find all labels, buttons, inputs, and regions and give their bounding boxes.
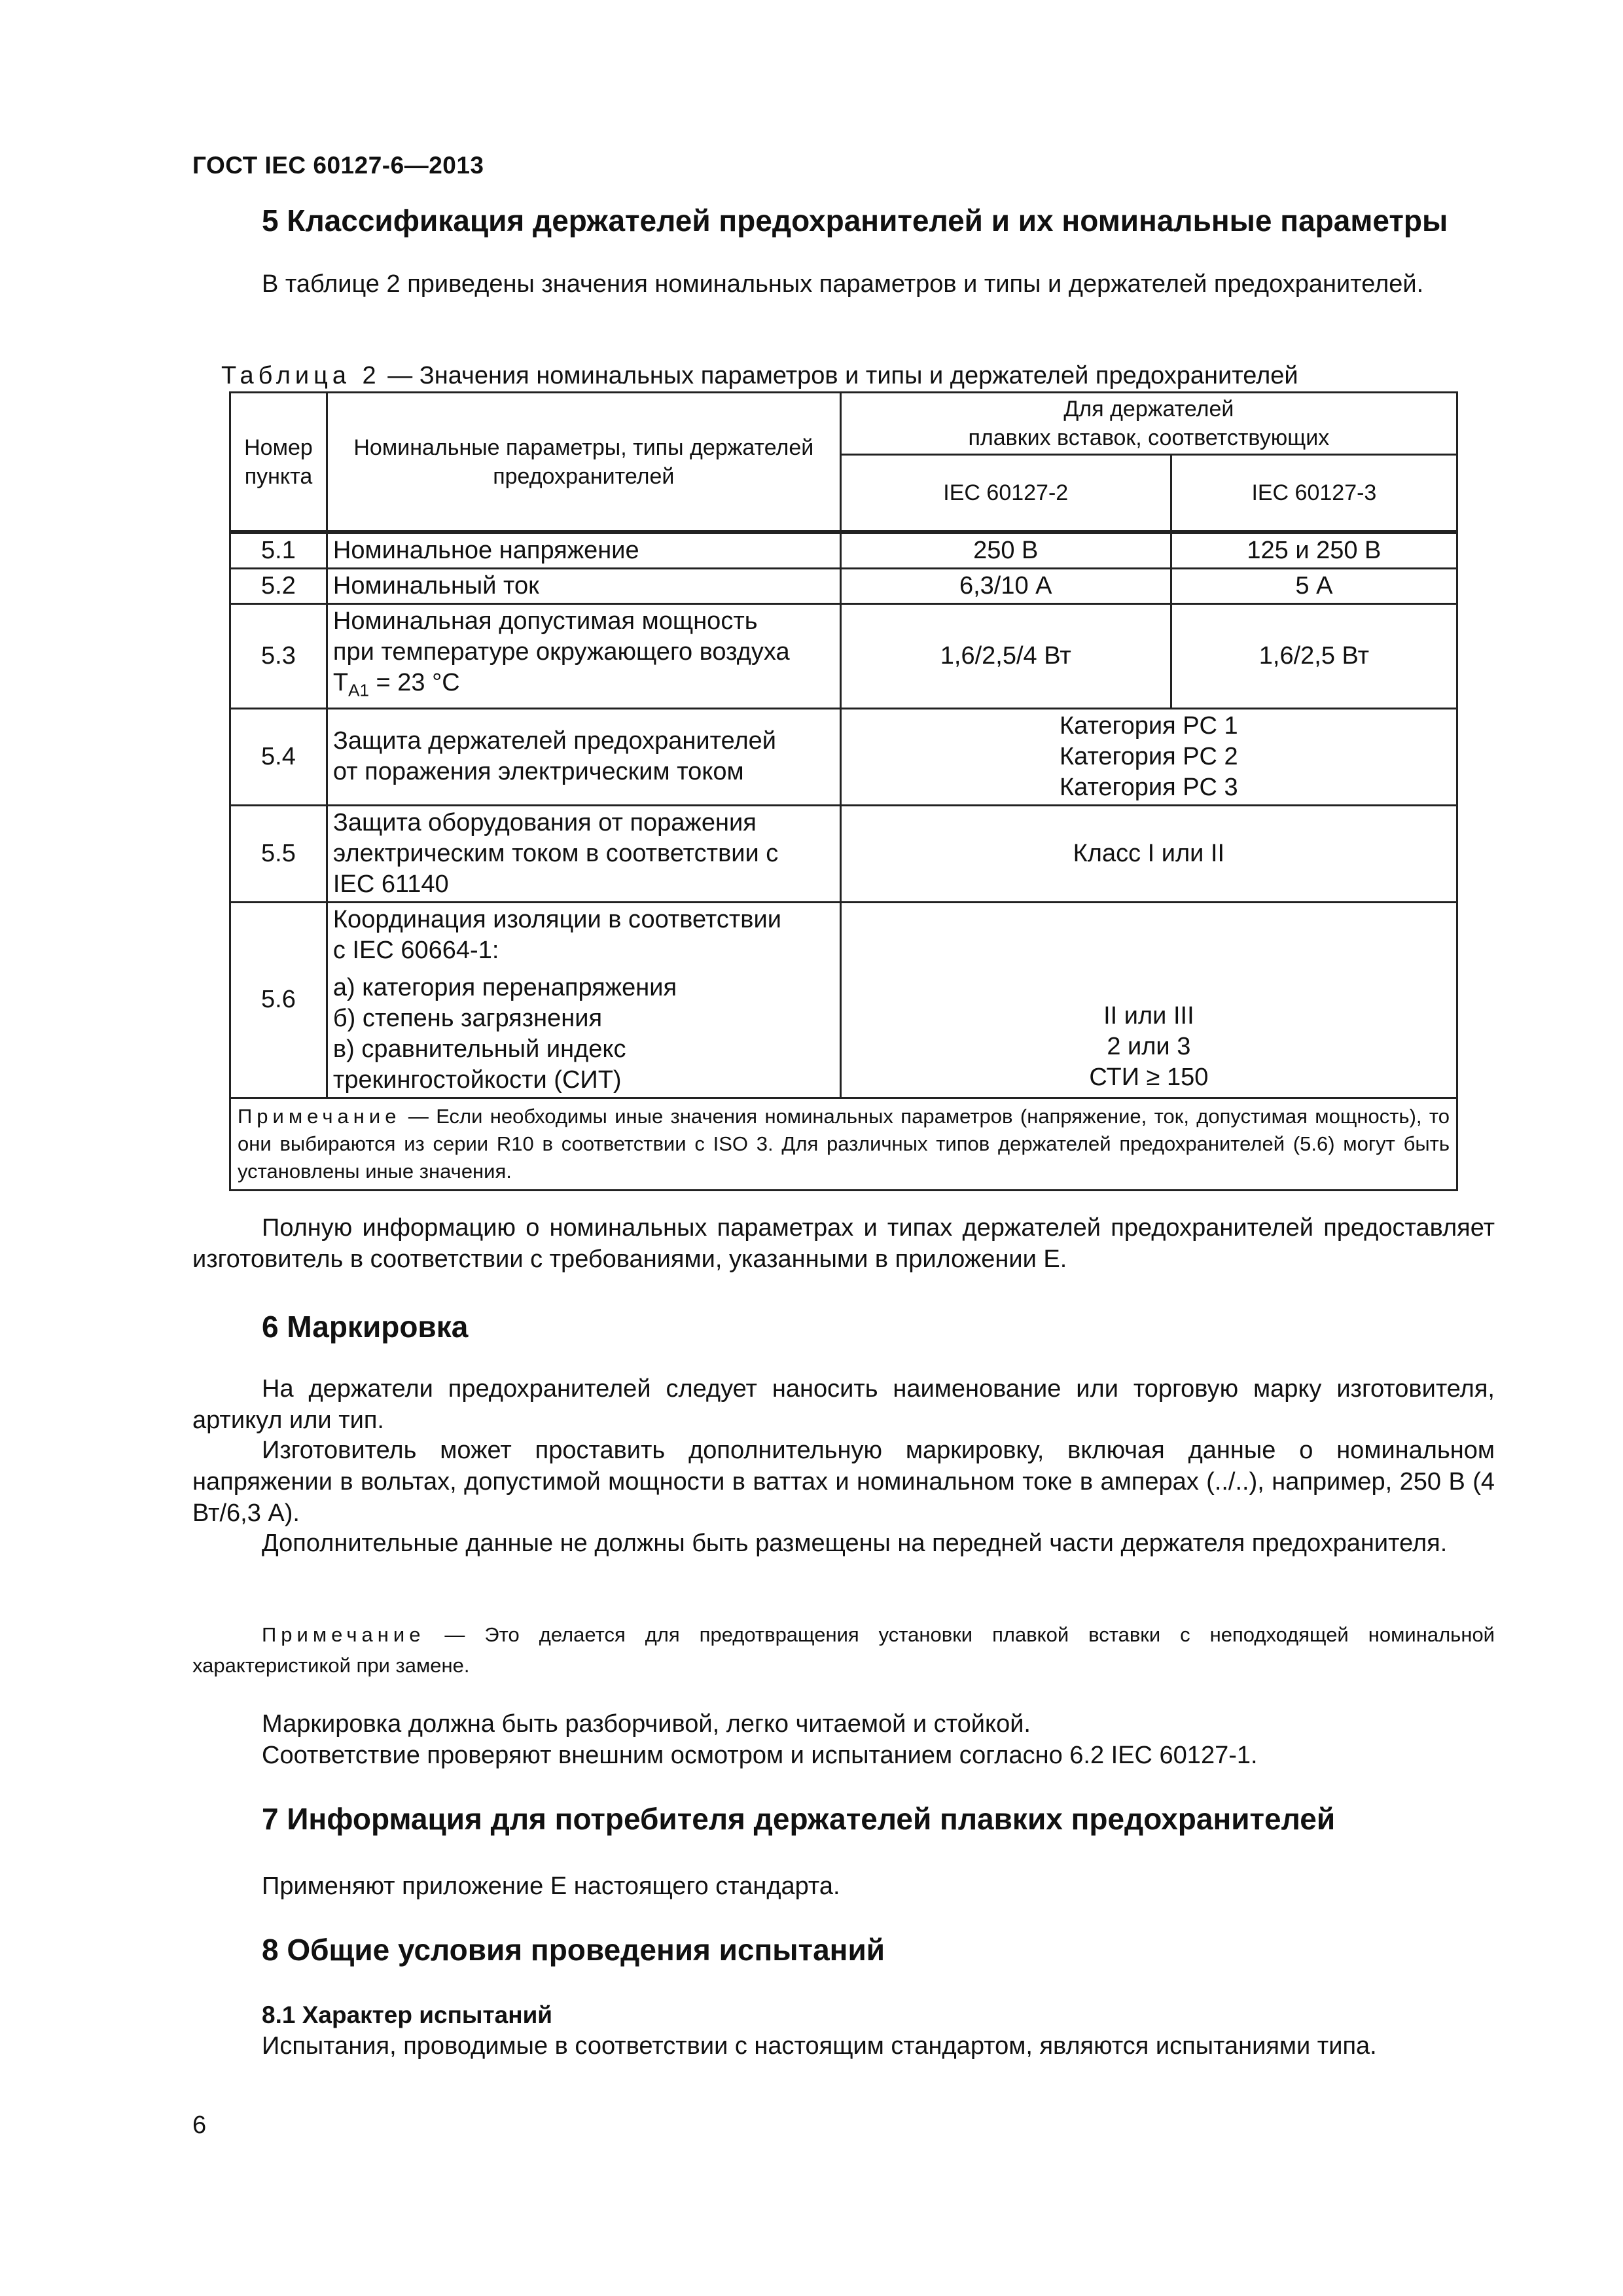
table-note-text: — Если необходимы иные значения номинальных параметров (напряжение, ток, допустимая мощность), то они выбираются из серии R10 в соответствии с ISO 3. Для различных типов держателей предохранителей (5.6) могут быть установлены иные значения. — [238, 1104, 1450, 1183]
header-group — [840, 393, 1457, 455]
section-8-1-title: 8.1 Характер испытаний — [262, 2001, 553, 2028]
section-7-p1: Применяют приложение Е настоящего стандарта. — [262, 1873, 840, 1900]
table-2 — [229, 391, 1458, 1191]
row-value — [840, 902, 1457, 1098]
section-6-title: 6 Маркировка — [262, 1310, 469, 1344]
row-value: Класс I или II — [840, 805, 1457, 902]
row-value-line: Категория PC 2 — [1060, 742, 1238, 770]
row-num: 5.2 — [230, 569, 327, 604]
row-param — [327, 708, 840, 805]
row-param — [327, 805, 840, 902]
temp-symbol: T — [332, 669, 349, 696]
section-8-title: 8 Общие условия проведения испытаний — [262, 1933, 885, 1967]
row-param-line: электрическим током в соответствии с — [332, 839, 779, 867]
table-note — [230, 1098, 1457, 1190]
row-num: 5.6 — [230, 902, 327, 1098]
row-param-line: Защита держателей предохранителей — [332, 727, 777, 755]
section-6-p1: На держатели предохранителей следует наносить наименование или торговую марку изготовителя, артикул или тип. — [192, 1375, 1495, 1434]
table-note-row — [230, 1098, 1457, 1190]
row-value-line: 2 или 3 — [1107, 1032, 1191, 1060]
section-7-title: 7 Информация для потребителя держателей плавких предохранителей — [262, 1802, 1336, 1836]
table-2-caption-text: — Значения номинальных параметров и типы и держателей предохранителей — [380, 362, 1298, 389]
document-header: ГОСТ IEC 60127-6—2013 — [192, 152, 484, 179]
table-row-5-4 — [230, 708, 1457, 805]
table-row-5-5 — [230, 805, 1457, 902]
table-2-caption-label: Таблица 2 — [221, 362, 381, 389]
section-6-p3: Дополнительные данные не должны быть размещены на передней части держателя предохранителя. — [262, 1530, 1448, 1557]
section-5-title: 5 Классификация держателей предохранителей и их номинальные параметры — [262, 204, 1448, 238]
row-iec3: 1,6/2,5 Вт — [1171, 604, 1457, 709]
section-6-note — [192, 1619, 1495, 1681]
table-row-5-3 — [230, 604, 1457, 709]
row-iec2: 1,6/2,5/4 Вт — [840, 604, 1171, 709]
section-6-p2: Изготовитель может проставить дополнительную маркировку, включая данные о номинальном напряжении в вольтах, допустимой мощности в ваттах и номинальном токе в амперах (../..), например, 250 В (4 Вт/6,3 А). — [192, 1437, 1495, 1527]
temp-value: = 23 °C — [368, 669, 460, 696]
temp-subscript: A1 — [348, 680, 369, 700]
row-value-line: СТИ ≥ 150 — [1089, 1063, 1209, 1091]
header-iec2: IEC 60127-2 — [840, 455, 1171, 533]
row-param-line: Номинальная допустимая мощность — [332, 607, 758, 635]
header-group-line2: плавких вставок, соответствующих — [968, 425, 1330, 450]
row-iec2: 250 В — [840, 532, 1171, 569]
row-param-line — [333, 668, 834, 706]
row-param-line: в) сравнительный индекс — [332, 1035, 626, 1063]
row-param-line: Защита оборудования от поражения — [332, 808, 757, 836]
section-6-p5: Соответствие проверяют внешним осмотром и испытанием согласно 6.2 IEC 60127-1. — [262, 1742, 1258, 1769]
table-row-5-1 — [230, 532, 1457, 569]
row-param: Номинальный ток — [327, 569, 840, 604]
row-value — [840, 708, 1457, 805]
header-num: Номер пункта — [230, 393, 327, 533]
section-6-p4: Маркировка должна быть разборчивой, легко читаемой и стойкой. — [262, 1710, 1031, 1738]
row-param-line: при температуре окружающего воздуха — [332, 638, 790, 666]
row-param — [327, 604, 840, 709]
table-2-caption — [221, 362, 1298, 390]
section-5-intro: В таблице 2 приведены значения номинальных параметров и типы и держателей предохранителей. — [262, 270, 1424, 298]
row-param-line: от поражения электрическим током — [332, 758, 744, 786]
row-param-line: IEC 61140 — [332, 870, 449, 898]
row-value-line: Категория PC 1 — [1060, 711, 1238, 740]
row-iec3: 5 А — [1171, 569, 1457, 604]
header-group-line1: Для держателей — [1063, 397, 1234, 422]
header-iec3: IEC 60127-3 — [1171, 455, 1457, 533]
table-row-5-2 — [230, 569, 1457, 604]
row-num: 5.1 — [230, 532, 327, 569]
after-table-paragraph: Полную информацию о номинальных параметрах и типах держателей предохранителей предоставляет изготовитель в соответствии с требованиями, указанными в приложении Е. — [192, 1214, 1495, 1273]
row-param: Номинальное напряжение — [327, 532, 840, 569]
row-param — [327, 902, 840, 1098]
row-param-line: Координация изоляции в соответствии — [332, 905, 781, 933]
row-param-line: с IEC 60664-1: — [332, 936, 499, 964]
section-6-note-label: Примечание — [262, 1623, 425, 1646]
table-note-label: Примечание — [238, 1104, 401, 1128]
row-num: 5.4 — [230, 708, 327, 805]
row-iec3: 125 и 250 В — [1171, 532, 1457, 569]
row-param-line: б) степень загрязнения — [332, 1004, 603, 1032]
row-value-line: II или III — [1103, 1001, 1194, 1030]
row-iec2: 6,3/10 А — [840, 569, 1171, 604]
table-header-row — [230, 393, 1457, 455]
table-row-5-6 — [230, 902, 1457, 1098]
row-num: 5.5 — [230, 805, 327, 902]
row-value-line: Категория PC 3 — [1060, 773, 1238, 801]
page-number: 6 — [192, 2111, 207, 2139]
section-8-p1: Испытания, проводимые в соответствии с настоящим стандартом, являются испытаниями типа. — [262, 2032, 1377, 2060]
row-param-line: трекингостойкости (СИТ) — [332, 1066, 622, 1094]
row-num: 5.3 — [230, 604, 327, 709]
row-param-line: а) категория перенапряжения — [332, 973, 677, 1001]
section-6-note-text: — Это делается для предотвращения установки плавкой вставки с неподходящей номинальной характеристикой при замене. — [192, 1623, 1495, 1677]
header-param: Номинальные параметры, типы держателей предохранителей — [327, 393, 840, 533]
